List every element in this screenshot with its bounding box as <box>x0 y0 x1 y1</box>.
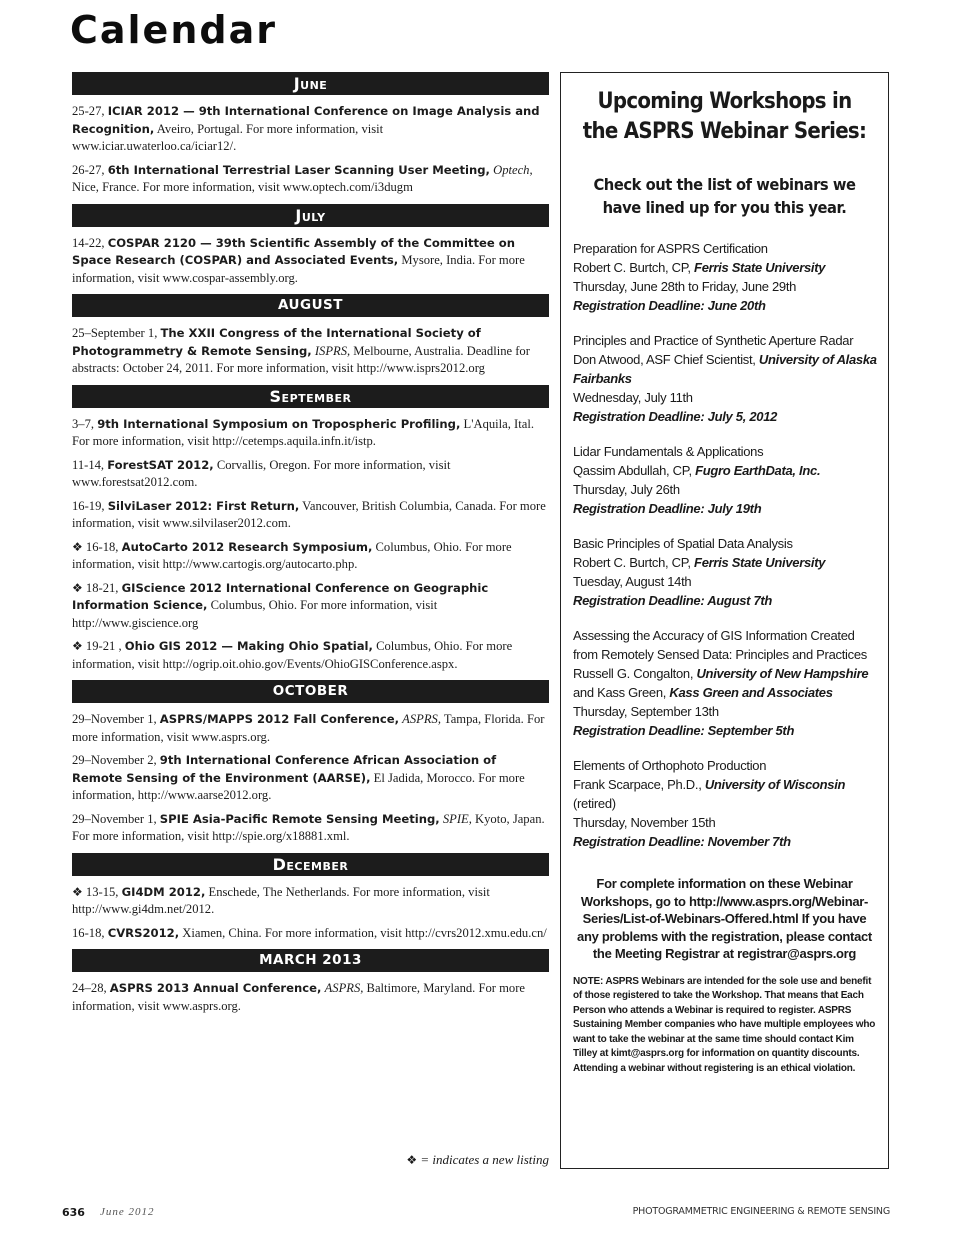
workshop-extra-affiliation: Kass Green and Associates <box>669 685 833 700</box>
entry-title: SilviLaser 2012: First Return, <box>107 498 300 513</box>
calendar-entry <box>72 416 549 451</box>
entry-details: Enschede, The Netherlands. For more information, visit http://www.gi4dm.net/2012. <box>72 884 490 916</box>
workshop-presenter: Qassim Abdullah, CP, <box>573 463 692 478</box>
entry-organizer: ISPRS, <box>314 343 351 358</box>
entry-details: Xiamen, China. For more information, visit http://cvrs2012.xmu.edu.cn/ <box>179 925 547 940</box>
journal-name: PHOTOGRAMMETRIC ENGINEERING & REMOTE SENSING <box>632 1206 890 1217</box>
workshop-affiliation: University of Alaska Fairbanks <box>573 352 877 386</box>
webinar-heading: Upcoming Workshops in the ASPRS Webinar Series: <box>582 89 867 144</box>
calendar-entry <box>72 752 549 805</box>
entry-date: 16-18, <box>85 539 119 554</box>
page-title: Calendar <box>70 8 277 52</box>
calendar-entry <box>72 580 549 633</box>
new-listing-icon: ❖ <box>72 539 83 554</box>
workshop-presenter-line <box>573 775 878 794</box>
workshop-date: Thursday, June 28th to Friday, June 29th <box>573 279 797 294</box>
new-listing-icon: ❖ <box>406 1153 418 1167</box>
page-number: 636 <box>62 1206 85 1219</box>
entry-date: 24–28, <box>72 981 107 995</box>
entry-title: SPIE Asia-Pacific Remote Sensing Meeting, <box>159 811 440 826</box>
month-entries <box>72 876 549 950</box>
entry-organizer: ASPRS, <box>402 712 441 726</box>
entry-date: 13-15, <box>85 884 119 899</box>
entry-details: Mysore, India. For more information, visit www.cospar-assembly.org. <box>72 253 525 285</box>
workshop-affiliation: Fugro EarthData, Inc. <box>695 463 821 478</box>
workshop-extra: and Kass Green, <box>573 685 670 700</box>
entry-title: AutoCarto 2012 Research Symposium, <box>121 539 373 554</box>
entry-details: Kyoto, Japan. For more information, visit http://spie.org/x18881.xml. <box>72 811 545 843</box>
workshop-item <box>573 756 878 851</box>
entry-title: COSPAR 2120 — 39th Scientific Assembly of the Committee on Space Research (COSPAR) and Associated Events, <box>72 235 516 267</box>
workshop-deadline: Registration Deadline: August 7th <box>573 593 773 608</box>
calendar-entry <box>72 711 549 746</box>
entry-title: ASPRS 2013 Annual Conference, <box>109 981 322 995</box>
workshop-item <box>573 442 878 518</box>
workshop-presenter-line <box>573 553 878 572</box>
workshop-title: Principles and Practice of Synthetic Aperture Radar <box>573 333 854 348</box>
calendar-entry <box>72 638 549 673</box>
entry-details: Columbus, Ohio. For more information, visit http://ogrip.oit.ohio.gov/Events/OhioGISConference.aspx. <box>72 639 513 671</box>
entry-title: 9th International Conference African Association of Remote Sensing of the Environment (AARSE), <box>72 753 497 785</box>
month-entries <box>72 317 549 385</box>
calendar-entry <box>72 325 549 378</box>
entry-title: GIScience 2012 International Conference on Geographic Information Science, <box>72 580 489 612</box>
entry-date: 3–7, <box>72 416 95 431</box>
workshop-presenter: Russell G. Congalton, <box>573 666 694 681</box>
workshop-affiliation: University of New Hampshire <box>696 666 869 681</box>
new-listing-icon: ❖ <box>72 884 83 899</box>
calendar-entry <box>72 235 549 288</box>
workshop-deadline: Registration Deadline: July 19th <box>573 501 762 516</box>
month-entries <box>72 95 549 204</box>
workshop-date: Thursday, November 15th <box>573 815 716 830</box>
calendar-entry <box>72 811 549 846</box>
month-entries <box>72 227 549 295</box>
entry-date: 16-18, <box>72 925 105 940</box>
workshop-deadline: Registration Deadline: June 20th <box>573 298 766 313</box>
entry-details: Corvallis, Oregon. For more information, visit www.forestsat2012.com. <box>72 457 451 489</box>
calendar-entry <box>72 884 549 919</box>
workshop-extra-line <box>573 794 878 813</box>
entry-organizer: Optech, <box>493 162 533 177</box>
workshop-item <box>573 534 878 610</box>
calendar-entry <box>72 162 549 197</box>
workshop-affiliation: University of Wisconsin <box>704 777 846 792</box>
workshop-extra: (retired) <box>573 796 616 811</box>
calendar-entry <box>72 103 549 156</box>
workshop-title: Assessing the Accuracy of GIS Information Created from Remotely Sensed Data: Principles and Practices <box>573 628 867 662</box>
calendar-entry <box>72 498 549 533</box>
entry-date: 25-27, <box>72 104 105 118</box>
workshop-affiliation: Ferris State University <box>694 260 826 275</box>
workshop-extra-line <box>573 683 878 702</box>
entry-details: Tampa, Florida. For more information, visit www.asprs.org. <box>72 712 545 744</box>
entry-title: 6th International Terrestrial Laser Scanning User Meeting, <box>107 162 490 177</box>
month-header: December <box>72 853 549 876</box>
entry-date: 29–November 2, <box>72 753 157 767</box>
legend-text: = indicates a new listing <box>420 1152 549 1167</box>
entry-date: 26-27, <box>72 162 105 177</box>
workshop-title: Elements of Orthophoto Production <box>573 758 767 773</box>
webinar-note: NOTE: ASPRS Webinars are intended for the sole use and benefit of those registered to take the Workshop. That means that Each Person who attends a Webinar is required to register. ASPRS Sustaining Member companies who have multiple employees who want to take the webinar at the same time should contact Kim Tilley at kimt@asprs.org for information on quantity discounts. Attending a webinar without registering is an ethical violation. <box>573 975 876 1074</box>
entry-details: Columbus, Ohio. For more information, visit http://www.giscience.org <box>72 598 438 630</box>
entry-details: Vancouver, British Columbia, Canada. For more information, visit www.silvilaser2012.com. <box>72 498 546 530</box>
month-header: MARCH 2013 <box>72 949 549 972</box>
month-entries <box>72 972 549 1022</box>
entry-details: L'Aquila, Ital. For more information, visit http://cetemps.aquila.infn.it/istp. <box>72 416 534 448</box>
month-header: September <box>72 385 549 408</box>
workshop-presenter: Don Atwood, ASF Chief Scientist, <box>573 352 756 367</box>
calendar-entry <box>72 457 549 492</box>
workshop-title: Basic Principles of Spatial Data Analysis <box>573 536 793 551</box>
entry-date: 29–November 1, <box>72 712 157 726</box>
webinar-contact: For complete information on these Webinar Workshops, go to http://www.asprs.org/Webinar-Series/List-of-Webinars-Offered.html If you have any problems with the registration, please contact the Meeting Registrar at registrar@asprs.org <box>577 876 872 961</box>
calendar-entry <box>72 925 549 943</box>
entry-date: 11-14, <box>72 457 105 472</box>
workshop-presenter-line <box>573 258 878 277</box>
entry-title: CVRS2012, <box>107 925 180 940</box>
workshop-date: Tuesday, August 14th <box>573 574 692 589</box>
workshop-list <box>573 239 878 851</box>
workshop-date: Thursday, September 13th <box>573 704 719 719</box>
workshop-presenter: Frank Scarpace, Ph.D., <box>573 777 702 792</box>
month-header: AUGUST <box>72 294 549 317</box>
month-header: July <box>72 204 549 227</box>
entry-date: 14-22, <box>72 235 105 250</box>
entry-title: GI4DM 2012, <box>121 884 206 899</box>
workshop-title: Lidar Fundamentals & Applications <box>573 444 764 459</box>
entry-title: ICIAR 2012 — 9th International Conference on Image Analysis and Recognition, <box>72 104 540 136</box>
workshop-presenter-line <box>573 350 878 388</box>
entry-date: 19-21 , <box>85 639 122 653</box>
new-listing-icon: ❖ <box>72 639 83 653</box>
issue-date: June 2012 <box>100 1206 155 1218</box>
webinar-subheading: Check out the list of webinars we have lined up for you this year. <box>593 175 856 217</box>
entry-details: Aveiro, Portugal. For more information, visit www.iciar.uwaterloo.ca/iciar12/. <box>72 121 384 153</box>
calendar-listings <box>72 72 549 1022</box>
workshop-item <box>573 239 878 315</box>
workshop-deadline: Registration Deadline: November 7th <box>573 834 791 849</box>
entry-details: Columbus, Ohio. For more information, visit http://www.cartogis.org/autocarto.php. <box>72 539 512 571</box>
workshop-item <box>573 626 878 740</box>
webinar-box <box>560 72 889 1169</box>
calendar-entry <box>72 539 549 574</box>
entry-date: 29–November 1, <box>72 811 157 826</box>
month-header: June <box>72 72 549 95</box>
entry-title: Ohio GIS 2012 — Making Ohio Spatial, <box>124 639 373 653</box>
entry-title: 9th International Symposium on Tropospheric Profiling, <box>97 416 461 431</box>
entry-organizer: ASPRS, <box>324 981 364 995</box>
entry-title: ForestSAT 2012, <box>107 457 214 472</box>
entry-date: 16-19, <box>72 498 105 513</box>
new-listing-icon: ❖ <box>72 580 83 595</box>
entry-details: Melbourne, Australia. Deadline for abstracts: October 24, 2011. For more information, visit http://www.isprs2012.org <box>72 343 530 375</box>
workshop-item <box>573 331 878 426</box>
workshop-date: Thursday, July 26th <box>573 482 680 497</box>
workshop-date: Wednesday, July 11th <box>573 390 693 405</box>
workshop-presenter-line <box>573 461 878 480</box>
month-header: OCTOBER <box>72 680 549 703</box>
workshop-affiliation: Ferris State University <box>694 555 826 570</box>
workshop-presenter-line <box>573 664 878 683</box>
month-entries <box>72 408 549 681</box>
workshop-presenter: Robert C. Burtch, CP, <box>573 260 691 275</box>
entry-title: ASPRS/MAPPS 2012 Fall Conference, <box>159 712 399 726</box>
entry-details: El Jadida, Morocco. For more information, http://www.aarse2012.org. <box>72 770 525 802</box>
workshop-title: Preparation for ASPRS Certification <box>573 241 768 256</box>
workshop-presenter: Robert C. Burtch, CP, <box>573 555 691 570</box>
entry-date: 18-21, <box>85 580 119 595</box>
month-entries <box>72 703 549 853</box>
entry-details: Nice, France. For more information, visit www.optech.com/i3dugm <box>72 180 413 194</box>
entry-organizer: SPIE, <box>442 811 472 826</box>
workshop-deadline: Registration Deadline: September 5th <box>573 723 795 738</box>
entry-details: Baltimore, Maryland. For more information, visit www.asprs.org. <box>72 981 525 1013</box>
new-listing-legend <box>72 1152 549 1168</box>
workshop-deadline: Registration Deadline: July 5, 2012 <box>573 409 778 424</box>
entry-title: The XXII Congress of the International Society of Photogrammetry & Remote Sensing, <box>72 326 481 358</box>
entry-date: 25–September 1, <box>72 326 158 340</box>
calendar-entry <box>72 980 549 1015</box>
